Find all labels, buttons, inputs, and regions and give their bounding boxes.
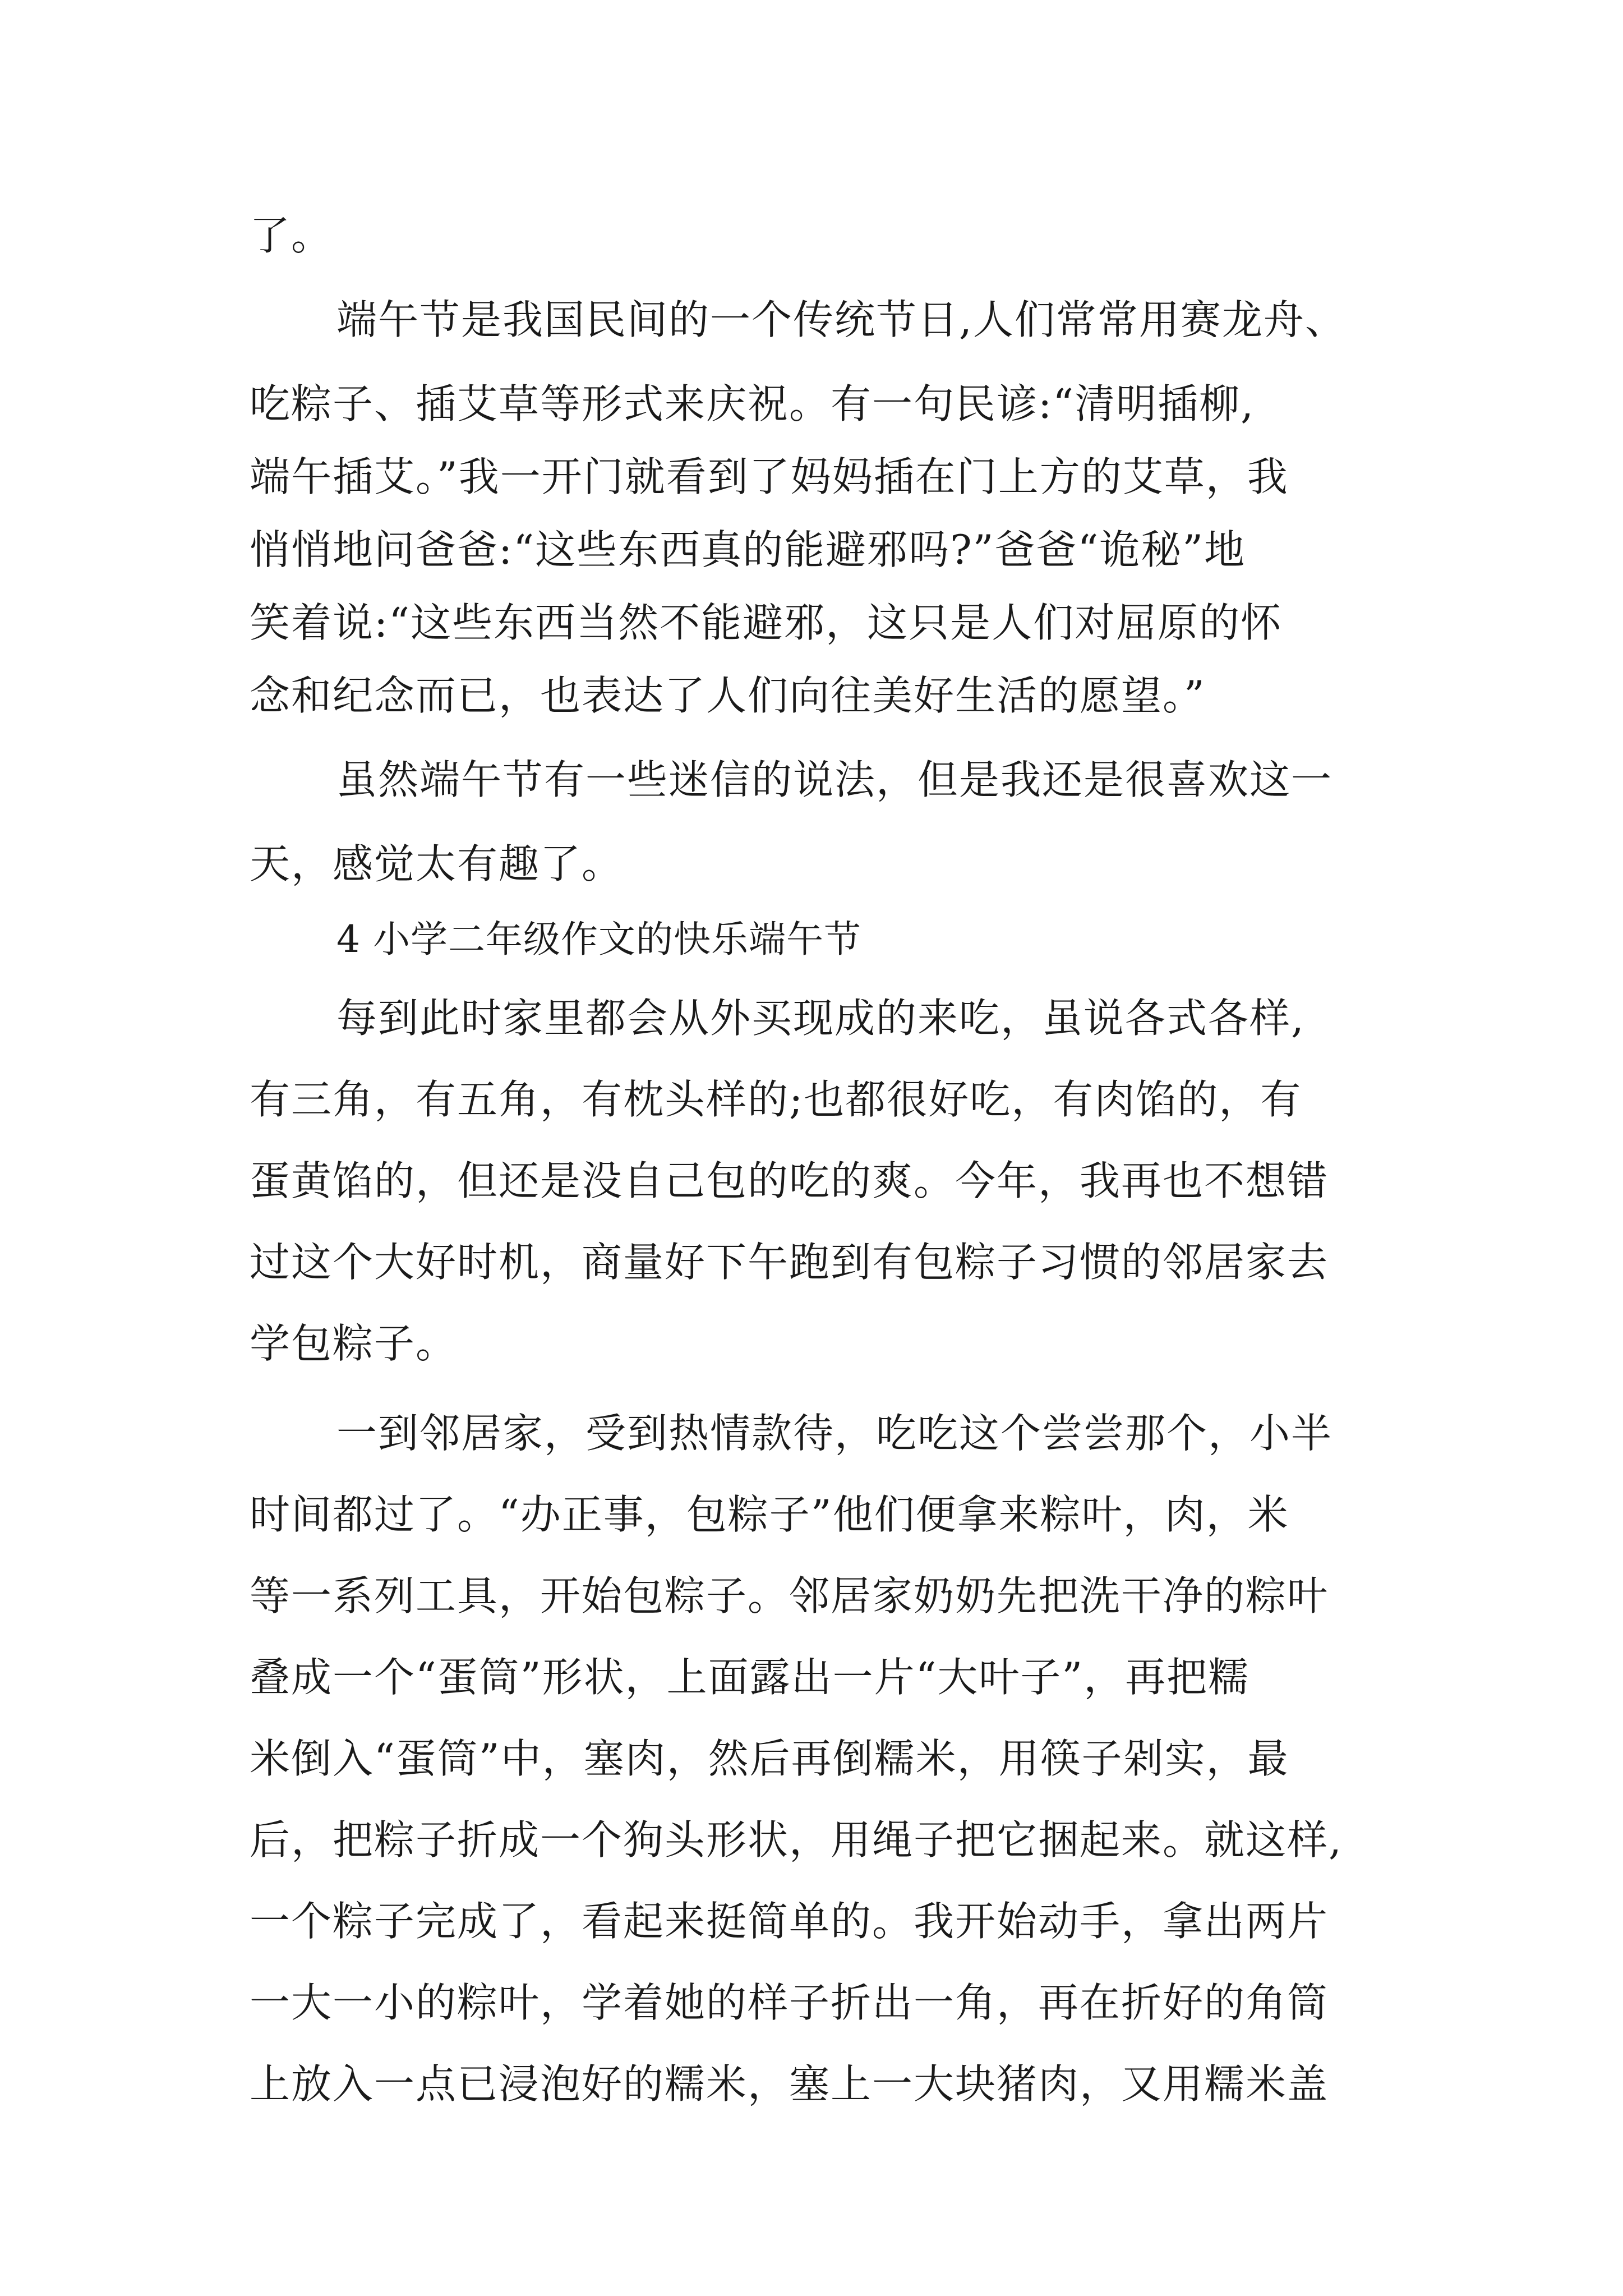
text-line: 一大一小的粽叶，学着她的样子折出一角，再在折好的角筒 xyxy=(250,1979,1329,2026)
text-line: 念和纪念而已，也表达了人们向往美好生活的愿望。” xyxy=(250,672,1206,719)
paragraph-start: 端午节是我国民间的一个传统节日,人们常常用赛龙舟、 xyxy=(336,296,1347,343)
text-line: 学包粽子。 xyxy=(250,1320,458,1367)
text-line: 过这个大好时机，商量好下午跑到有包粽子习惯的邻居家去 xyxy=(250,1239,1329,1286)
text-line: 悄悄地问爸爸:“这些东西真的能避邪吗?”爸爸“诡秘”地 xyxy=(250,526,1246,573)
text-line: 米倒入“蛋筒”中，塞肉，然后再倒糯米，用筷子剁实，最 xyxy=(250,1735,1289,1782)
text-line: 时间都过了。“办正事，包粽子”他们便拿来粽叶，肉，米 xyxy=(250,1491,1289,1538)
paragraph-start: 一到邻居家，受到热情款待，吃吃这个尝尝那个，小半 xyxy=(336,1410,1333,1457)
text-line: 吃粽子、插艾草等形式来庆祝。有一句民谚:“清明插柳, xyxy=(250,380,1255,427)
text-line: 叠成一个“蛋筒”形状，上面露出一片“大叶子”，再把糯 xyxy=(250,1654,1250,1701)
text-line: 端午插艾。”我一开门就看到了妈妈插在门上方的艾草，我 xyxy=(250,453,1289,500)
paragraph-start: 虽然端午节有一些迷信的说法，但是我还是很喜欢这一 xyxy=(336,756,1333,803)
text-line: 等一系列工具，开始包粽子。邻居家奶奶先把洗干净的粽叶 xyxy=(250,1572,1329,1619)
paragraph-start: 每到此时家里都会从外买现成的来吃，虽说各式各样, xyxy=(336,995,1305,1042)
text-line: 天，感觉太有趣了。 xyxy=(250,840,624,887)
text-line: 蛋黄馅的，但还是没自己包的吃的爽。今年，我再也不想错 xyxy=(250,1157,1329,1204)
text-line: 一个粽子完成了，看起来挺简单的。我开始动手，拿出两片 xyxy=(250,1898,1329,1945)
text-line: 笑着说:“这些东西当然不能避邪，这只是人们对屈原的怀 xyxy=(250,599,1283,646)
text-line: 了。 xyxy=(250,212,333,259)
text-line: 后，把粽子折成一个狗头形状，用绳子把它捆起来。就这样, xyxy=(250,1816,1343,1864)
section-heading: 4 小学二年级作文的快乐端午节 xyxy=(336,918,861,961)
text-line: 上放入一点已浸泡好的糯米，塞上一大块猪肉，又用糯米盖 xyxy=(250,2060,1329,2108)
text-line: 有三角，有五角，有枕头样的;也都很好吃，有肉馅的，有 xyxy=(250,1076,1302,1123)
